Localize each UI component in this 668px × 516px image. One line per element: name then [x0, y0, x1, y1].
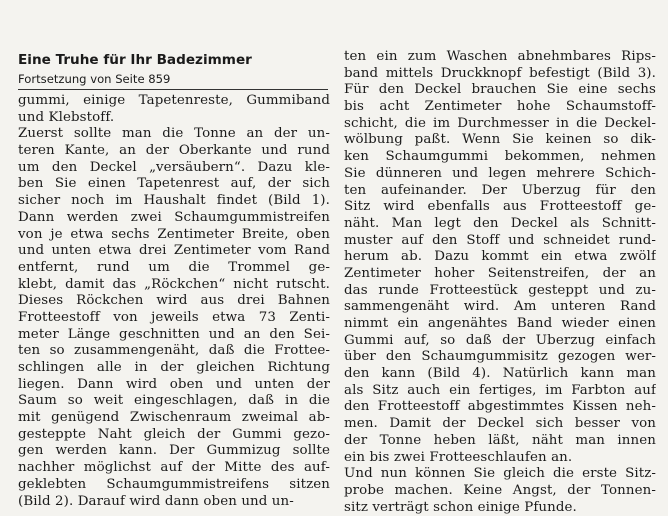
right-column-text [344, 49, 656, 516]
text-line: ten so zusammengenäht, daß die Frottee- [18, 343, 330, 359]
text-line: band mittels Druckknopf befestigt (Bild 3). [344, 65, 656, 81]
text-line: Saum so weit eingeschlagen, daß in die [18, 393, 330, 409]
text-line: ken Schaumgummi bekommen, nehmen [344, 149, 656, 165]
text-line: den kann (Bild 4). Natürlich kann man [344, 366, 656, 382]
text-line: um den Deckel „versäubern“. Dazu kle- [18, 159, 330, 175]
text-line: Frotteestoff von jeweils etwa 73 Zenti- [18, 309, 330, 325]
title-rule [18, 89, 328, 90]
text-line: mit genügend Zwischenraum zweimal ab- [18, 410, 330, 426]
text-line: das runde Frotteestück gesteppt und zu- [344, 282, 656, 298]
text-line: geklebten Schaumgummistreifens sitzen [18, 476, 330, 492]
text-line: Zentimeter hoher Seitenstreifen, der an [344, 265, 656, 281]
text-line: Für den Deckel brauchen Sie eine sechs [344, 82, 656, 98]
text-line: Zuerst sollte man die Tonne an der un- [18, 126, 330, 142]
text-line: schlingen alle in der gleichen Richtung [18, 360, 330, 375]
text-line: Sie dünneren und legen mehrere Schich- [344, 165, 656, 181]
text-line: schicht, die im Durchmesser in die Deckel- [344, 115, 656, 131]
text-line: sammengenäht wird. Am unteren Rand [344, 299, 656, 315]
text-line: teren Kante, an der Oberkante und rund [18, 143, 330, 159]
text-line: ten aufeinander. Der Überzug für den [344, 182, 656, 198]
text-line: ten ein zum Waschen abnehmbares Rips- [344, 49, 656, 64]
text-line: Sitz wird ebenfalls aus Frotteestoff ge- [344, 199, 656, 215]
text-line: und Klebstoff. [18, 109, 115, 125]
text-line: Dieses Röckchen wird aus drei Bahnen [18, 293, 330, 309]
article-title: Eine Truhe für Ihr Badezimmer [18, 52, 252, 68]
text-line: (Bild 2). Darauf wird dann oben und un- [18, 493, 294, 509]
text-line: muster auf den Stoff und schneidet rund- [344, 232, 656, 248]
text-line: herum ab. Dazu kommt ein etwa zwölf [344, 249, 656, 265]
text-line: gesteppte Naht gleich der Gummi gezo- [18, 426, 330, 442]
text-line: men. Damit der Deckel sich besser von [344, 416, 656, 432]
text-line: den Frotteestoff abgestimmtes Kissen neh- [344, 399, 656, 415]
text-line: als Sitz auch ein fertiges, im Farbton auf [344, 382, 656, 398]
text-line: sitz verträgt schon einige Pfunde. [344, 499, 577, 515]
text-line: entfernt, rund um die Trommel ge- [18, 259, 330, 275]
text-line: ben Sie einen Tapetenrest auf, der sich [18, 176, 330, 192]
text-line: der Tonne heben läßt, näht man innen [344, 432, 656, 448]
text-line: probe machen. Keine Angst, der Tonnen- [344, 482, 656, 498]
text-line: und unten etwa drei Zentimeter vom Rand [18, 243, 330, 259]
text-line: liegen. Dann wird oben und unten der [18, 376, 330, 392]
text-line: bis acht Zentimeter hohe Schaumstoff- [344, 99, 656, 115]
text-line: gen werden kann. Der Gummizug sollte [18, 443, 330, 459]
text-line: Dann werden zwei Schaumgummistreifen [18, 209, 330, 225]
text-line: Und nun können Sie gleich die erste Sitz- [344, 466, 656, 482]
left-column-text [18, 93, 330, 510]
text-line: sicher noch im Haushalt findet (Bild 1). [18, 193, 330, 209]
text-line: nimmt ein angenähtes Band wieder einen [344, 316, 656, 331]
text-line: klebt, damit das „Röckchen“ nicht rutscht. [18, 276, 330, 292]
text-line: gummi, einige Tapetenreste, Gummiband [18, 93, 330, 108]
text-line: über den Schaumgummisitz gezogen wer- [344, 349, 656, 365]
text-line: meter Länge geschnitten und an den Sei- [18, 326, 330, 342]
text-line: näht. Man legt den Deckel als Schnitt- [344, 215, 656, 231]
text-line: nachher möglichst auf der Mitte des auf- [18, 460, 330, 476]
text-line: wölbung paßt. Wenn Sie keinen so dik- [344, 132, 656, 148]
text-line: von je etwa sechs Zentimeter Breite, oben [18, 226, 330, 242]
text-line: ein bis zwei Frotteeschlaufen an. [344, 449, 573, 465]
text-line: Gummi auf, so daß der Überzug einfach [344, 332, 656, 348]
continuation-note: Fortsetzung von Seite 859 [18, 72, 171, 86]
